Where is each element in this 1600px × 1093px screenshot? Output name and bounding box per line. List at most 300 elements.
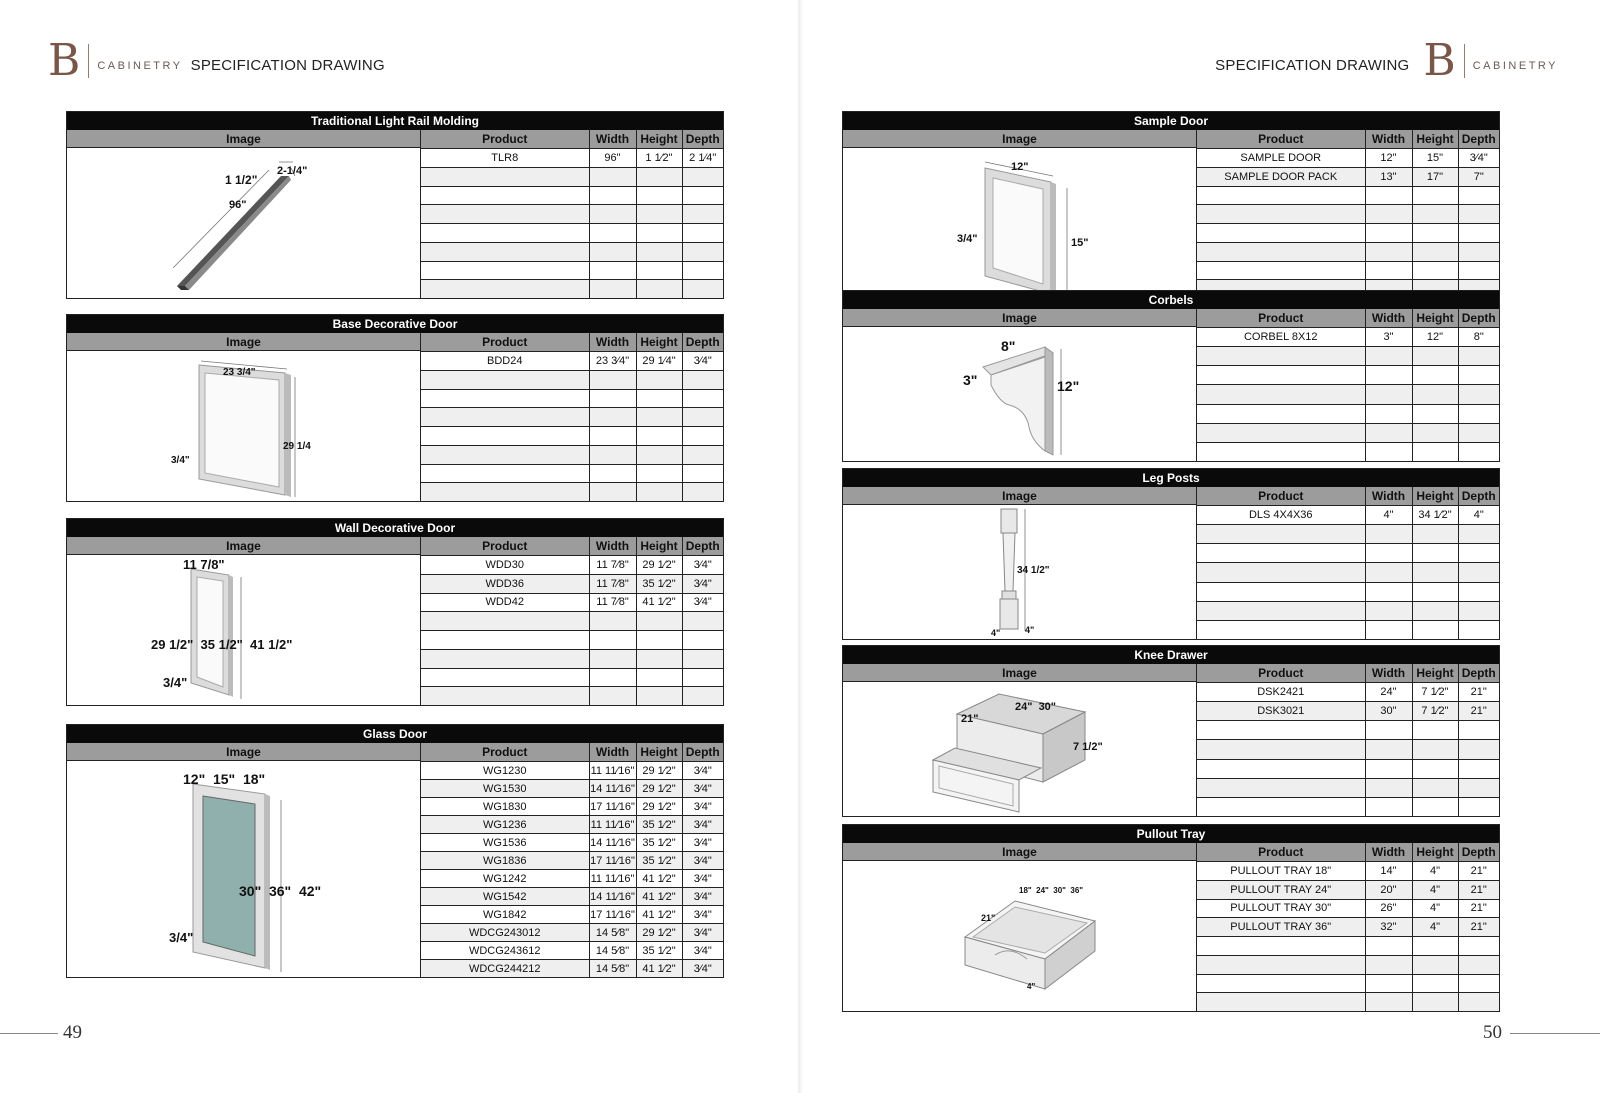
dim-height: 12" (1056, 378, 1079, 394)
height-cell (1412, 205, 1458, 224)
depth-cell (1458, 404, 1499, 423)
width-header: Width (589, 333, 636, 352)
depth-header: Depth (682, 333, 723, 352)
width-cell (589, 205, 636, 224)
depth-header: Depth (682, 537, 723, 556)
page-title: SPECIFICATION DRAWING (190, 56, 385, 74)
table-row (421, 816, 723, 834)
width-cell (1365, 525, 1412, 544)
product-cell (1197, 974, 1365, 993)
width-cell: 14 5⁄8" (589, 960, 636, 978)
product-image (843, 148, 1196, 298)
footer-rule-left (0, 1033, 58, 1034)
height-cell (1412, 759, 1458, 778)
width-cell (1365, 937, 1412, 956)
product-cell (1197, 186, 1365, 205)
product-cell (1197, 778, 1365, 797)
page-number-left: 49 (63, 1022, 82, 1043)
product-cell: WG1542 (421, 888, 589, 906)
table-row (421, 389, 723, 408)
table-row (1197, 683, 1499, 702)
width-cell: 23 3⁄4" (589, 352, 636, 371)
depth-header: Depth (1458, 843, 1499, 862)
height-cell: 29 1⁄2" (636, 924, 682, 942)
depth-cell (1458, 423, 1499, 442)
width-cell (589, 445, 636, 464)
width-header: Width (589, 130, 636, 149)
product-cell: DSK2421 (1197, 683, 1365, 702)
section-base-decorative-door (66, 314, 724, 502)
product-header: Product (421, 537, 589, 556)
width-cell (589, 631, 636, 650)
product-cell (421, 242, 589, 261)
product-image (843, 861, 1196, 1011)
height-cell (1412, 224, 1458, 243)
leg-post-illustration (845, 505, 1195, 639)
light-rail-molding-illustration (69, 148, 419, 298)
height-cell: 34 1⁄2" (1412, 506, 1458, 525)
width-cell: 11 11⁄16" (589, 762, 636, 780)
product-cell (1197, 582, 1365, 601)
dim-widths: 24" 30" (1014, 701, 1056, 713)
depth-cell (1458, 442, 1499, 461)
table-row (421, 427, 723, 446)
height-cell (1412, 423, 1458, 442)
height-cell (1412, 347, 1458, 366)
dim-height: 7 1/2" (1072, 741, 1103, 753)
dim-height: 15" (1070, 237, 1088, 249)
width-cell: 96" (589, 149, 636, 168)
height-cell (1412, 242, 1458, 261)
product-cell: WG1830 (421, 798, 589, 816)
depth-cell: 3⁄4" (682, 593, 723, 612)
table-row (421, 762, 723, 780)
depth-cell: 3⁄4" (682, 852, 723, 870)
height-cell (1412, 721, 1458, 740)
table-row (1197, 759, 1499, 778)
depth-cell: 3⁄4" (682, 762, 723, 780)
table-row (421, 167, 723, 186)
product-cell (1197, 205, 1365, 224)
product-cell (1197, 937, 1365, 956)
table-row (1197, 797, 1499, 816)
depth-cell (682, 408, 723, 427)
image-column-header: Image (67, 333, 420, 351)
table-row (1197, 918, 1499, 937)
height-cell (1412, 993, 1458, 1011)
product-cell (421, 649, 589, 668)
depth-cell: 21" (1458, 702, 1499, 721)
table-row (421, 888, 723, 906)
width-header: Width (1365, 843, 1412, 862)
depth-cell: 21" (1458, 862, 1499, 881)
product-cell (1197, 525, 1365, 544)
image-column-header: Image (843, 843, 1196, 861)
width-cell (1365, 993, 1412, 1011)
table-row (1197, 620, 1499, 639)
table-row (421, 370, 723, 389)
section-pullout-tray (842, 824, 1500, 1012)
depth-cell (1458, 759, 1499, 778)
depth-cell (682, 186, 723, 205)
height-cell: 15" (1412, 149, 1458, 168)
depth-cell: 3⁄4" (682, 798, 723, 816)
product-cell (421, 687, 589, 705)
width-cell: 26" (1365, 899, 1412, 918)
table-row (421, 668, 723, 687)
dim-depth: 4" (1024, 625, 1034, 635)
depth-cell (682, 668, 723, 687)
width-cell (589, 261, 636, 280)
table-row (1197, 862, 1499, 881)
dim-depth: 21" (960, 713, 978, 725)
width-cell (1365, 423, 1412, 442)
depth-cell (682, 224, 723, 243)
product-cell (421, 612, 589, 631)
product-cell (1197, 993, 1365, 1011)
height-cell (636, 631, 682, 650)
logo-divider (1464, 44, 1465, 78)
depth-cell (1458, 620, 1499, 639)
width-cell: 11 7⁄8" (589, 593, 636, 612)
width-cell (1365, 582, 1412, 601)
product-cell (1197, 601, 1365, 620)
table-row (421, 352, 723, 371)
product-cell (421, 261, 589, 280)
width-cell (589, 408, 636, 427)
depth-cell (1458, 993, 1499, 1011)
height-cell (636, 687, 682, 705)
dim-height: 1 1/2" (224, 173, 257, 187)
dim-width: 3" (962, 372, 977, 388)
depth-cell: 3⁄4" (682, 780, 723, 798)
dim-height: 34 1/2" (1016, 565, 1050, 576)
depth-cell: 3⁄4" (682, 870, 723, 888)
depth-header: Depth (682, 743, 723, 762)
width-cell (1365, 186, 1412, 205)
footer-rule-right (1510, 1033, 1600, 1034)
depth-cell (1458, 974, 1499, 993)
product-cell (1197, 224, 1365, 243)
width-cell: 14 11⁄16" (589, 834, 636, 852)
depth-cell (1458, 544, 1499, 563)
dim-height: 29 1/4 (282, 441, 311, 452)
width-cell (589, 242, 636, 261)
spec-table (1197, 130, 1499, 298)
table-row (421, 483, 723, 501)
width-cell (589, 464, 636, 483)
table-row (421, 186, 723, 205)
height-cell (636, 445, 682, 464)
dim-depth: 21" (980, 913, 995, 923)
width-cell (589, 649, 636, 668)
width-cell: 11 7⁄8" (589, 556, 636, 575)
product-cell: WDD36 (421, 574, 589, 593)
table-row (421, 798, 723, 816)
width-cell: 24" (1365, 683, 1412, 702)
height-cell (636, 205, 682, 224)
product-cell (1197, 721, 1365, 740)
width-cell: 14" (1365, 862, 1412, 881)
table-row (1197, 261, 1499, 280)
section-glass-door (66, 724, 724, 978)
depth-cell: 3⁄4" (682, 924, 723, 942)
height-header: Height (636, 743, 682, 762)
depth-cell: 3⁄4" (682, 960, 723, 978)
product-header: Product (1197, 130, 1365, 149)
table-row (1197, 778, 1499, 797)
product-image (843, 682, 1196, 816)
depth-cell (1458, 582, 1499, 601)
dim-depth: 3/4" (170, 455, 190, 466)
depth-header: Depth (1458, 487, 1499, 506)
table-row (421, 924, 723, 942)
width-cell: 14 5⁄8" (589, 924, 636, 942)
product-cell: WDCG243612 (421, 942, 589, 960)
product-cell: PULLOUT TRAY 30" (1197, 899, 1365, 918)
height-cell (1412, 563, 1458, 582)
dim-height: 4" (1026, 982, 1035, 991)
height-header: Height (636, 130, 682, 149)
depth-cell (682, 649, 723, 668)
depth-cell (1458, 261, 1499, 280)
height-cell: 1 1⁄2" (636, 149, 682, 168)
brand-logo: B (48, 35, 81, 86)
product-cell (421, 205, 589, 224)
width-cell (1365, 721, 1412, 740)
height-header: Height (1412, 843, 1458, 862)
table-row (421, 834, 723, 852)
width-cell (589, 427, 636, 446)
product-image (843, 327, 1196, 461)
depth-cell: 7" (1458, 167, 1499, 186)
dim-widths: 18" 24" 30" 36" (1018, 886, 1083, 895)
height-cell (636, 483, 682, 501)
table-row (1197, 205, 1499, 224)
section-title: Glass Door (67, 725, 723, 743)
width-cell (1365, 544, 1412, 563)
product-cell: WG1536 (421, 834, 589, 852)
height-cell (1412, 404, 1458, 423)
width-cell (1365, 955, 1412, 974)
product-image (843, 505, 1196, 639)
height-cell (1412, 778, 1458, 797)
width-cell (1365, 347, 1412, 366)
knee-drawer-illustration (845, 682, 1195, 816)
product-cell: WG1836 (421, 852, 589, 870)
height-cell (1412, 797, 1458, 816)
table-row (1197, 974, 1499, 993)
table-row (421, 205, 723, 224)
product-cell: SAMPLE DOOR PACK (1197, 167, 1365, 186)
table-row (1197, 899, 1499, 918)
depth-cell (682, 483, 723, 501)
depth-header: Depth (1458, 130, 1499, 149)
table-row (421, 242, 723, 261)
depth-cell: 3⁄4" (682, 834, 723, 852)
image-column-header: Image (843, 487, 1196, 505)
depth-cell (1458, 224, 1499, 243)
product-cell (1197, 242, 1365, 261)
width-cell: 32" (1365, 918, 1412, 937)
width-cell (1365, 974, 1412, 993)
table-row (1197, 721, 1499, 740)
width-cell (1365, 242, 1412, 261)
depth-header: Depth (682, 130, 723, 149)
depth-cell (1458, 797, 1499, 816)
product-cell: DLS 4X4X36 (1197, 506, 1365, 525)
product-cell (1197, 955, 1365, 974)
dim-widths: 12" 15" 18" (182, 771, 265, 787)
product-header: Product (421, 333, 589, 352)
header-left (48, 35, 385, 86)
product-cell (421, 427, 589, 446)
spec-table (1197, 487, 1499, 639)
table-row (421, 612, 723, 631)
height-cell (636, 464, 682, 483)
product-image (67, 351, 420, 501)
table-row (421, 445, 723, 464)
product-cell: WDD30 (421, 556, 589, 575)
depth-cell (1458, 242, 1499, 261)
depth-cell: 3⁄4" (682, 942, 723, 960)
dim-width: 12" (1010, 161, 1028, 173)
depth-cell (682, 370, 723, 389)
product-cell (1197, 620, 1365, 639)
height-cell (636, 261, 682, 280)
depth-cell (682, 280, 723, 298)
height-cell: 17" (1412, 167, 1458, 186)
width-header: Width (1365, 664, 1412, 683)
product-cell: WG1842 (421, 906, 589, 924)
height-cell: 29 1⁄2" (636, 798, 682, 816)
depth-cell (1458, 937, 1499, 956)
image-column-header: Image (67, 743, 420, 761)
depth-cell: 3⁄4" (682, 556, 723, 575)
depth-cell (1458, 366, 1499, 385)
depth-cell (682, 464, 723, 483)
dim-depth: 3/4" (168, 930, 193, 945)
height-header: Height (636, 333, 682, 352)
depth-cell (1458, 385, 1499, 404)
height-cell (1412, 974, 1458, 993)
width-cell: 14 11⁄16" (589, 888, 636, 906)
width-cell (1365, 442, 1412, 461)
width-cell (589, 483, 636, 501)
section-corbels (842, 290, 1500, 462)
section-title: Corbels (843, 291, 1499, 309)
width-cell: 14 11⁄16" (589, 780, 636, 798)
image-column-header: Image (843, 664, 1196, 682)
section-title: Base Decorative Door (67, 315, 723, 333)
dim-heights: 29 1/2" 35 1/2" 41 1/2" (150, 637, 292, 652)
product-cell (421, 445, 589, 464)
depth-cell (682, 612, 723, 631)
spec-table (421, 743, 723, 977)
width-cell (589, 389, 636, 408)
depth-cell (1458, 525, 1499, 544)
width-cell: 17 11⁄16" (589, 906, 636, 924)
width-cell: 17 11⁄16" (589, 852, 636, 870)
product-cell (1197, 563, 1365, 582)
height-cell (636, 408, 682, 427)
product-cell (1197, 797, 1365, 816)
width-header: Width (1365, 130, 1412, 149)
dim-width: 11 7/8" (182, 557, 225, 572)
image-column-header: Image (843, 309, 1196, 327)
product-cell (421, 186, 589, 205)
wall-door-illustration (69, 555, 419, 705)
height-cell: 35 1⁄2" (636, 852, 682, 870)
width-cell (589, 612, 636, 631)
height-cell: 4" (1412, 918, 1458, 937)
height-header: Height (1412, 309, 1458, 328)
sample-door-illustration (845, 148, 1195, 298)
page-spine (797, 0, 803, 1093)
height-cell (636, 612, 682, 631)
product-cell (421, 631, 589, 650)
height-cell (1412, 740, 1458, 759)
depth-cell: 8" (1458, 328, 1499, 347)
height-cell (1412, 544, 1458, 563)
height-cell: 29 1⁄2" (636, 762, 682, 780)
table-row (1197, 740, 1499, 759)
page-title: SPECIFICATION DRAWING (1215, 56, 1410, 74)
table-row (421, 149, 723, 168)
table-row (1197, 149, 1499, 168)
section-wall-decorative-door (66, 518, 724, 706)
table-row (1197, 525, 1499, 544)
dim-depth: 3/4" (162, 675, 187, 690)
depth-cell (682, 687, 723, 705)
product-cell (1197, 740, 1365, 759)
dim-heights: 30" 36" 42" (238, 883, 321, 899)
height-header: Height (1412, 130, 1458, 149)
product-image (67, 761, 420, 977)
glass-door-illustration (69, 762, 419, 976)
width-cell: 11 11⁄16" (589, 870, 636, 888)
width-cell: 11 7⁄8" (589, 574, 636, 593)
width-cell (1365, 261, 1412, 280)
table-row (421, 574, 723, 593)
depth-cell (682, 631, 723, 650)
product-cell (1197, 261, 1365, 280)
width-cell (589, 687, 636, 705)
table-row (421, 556, 723, 575)
table-row (1197, 167, 1499, 186)
height-cell: 41 1⁄2" (636, 888, 682, 906)
product-cell (421, 483, 589, 501)
product-cell: DSK3021 (1197, 702, 1365, 721)
height-cell (1412, 620, 1458, 639)
corbel-illustration (845, 327, 1195, 461)
spec-table (1197, 309, 1499, 461)
product-cell (421, 464, 589, 483)
height-cell: 41 1⁄2" (636, 960, 682, 978)
depth-cell: 3⁄4" (682, 352, 723, 371)
depth-cell (1458, 186, 1499, 205)
width-cell: 13" (1365, 167, 1412, 186)
height-cell (636, 427, 682, 446)
product-cell: PULLOUT TRAY 24" (1197, 880, 1365, 899)
depth-cell: 21" (1458, 918, 1499, 937)
depth-cell (1458, 347, 1499, 366)
width-header: Width (1365, 309, 1412, 328)
height-cell (1412, 366, 1458, 385)
height-cell: 12" (1412, 328, 1458, 347)
height-cell (636, 280, 682, 298)
product-cell: WDCG244212 (421, 960, 589, 978)
